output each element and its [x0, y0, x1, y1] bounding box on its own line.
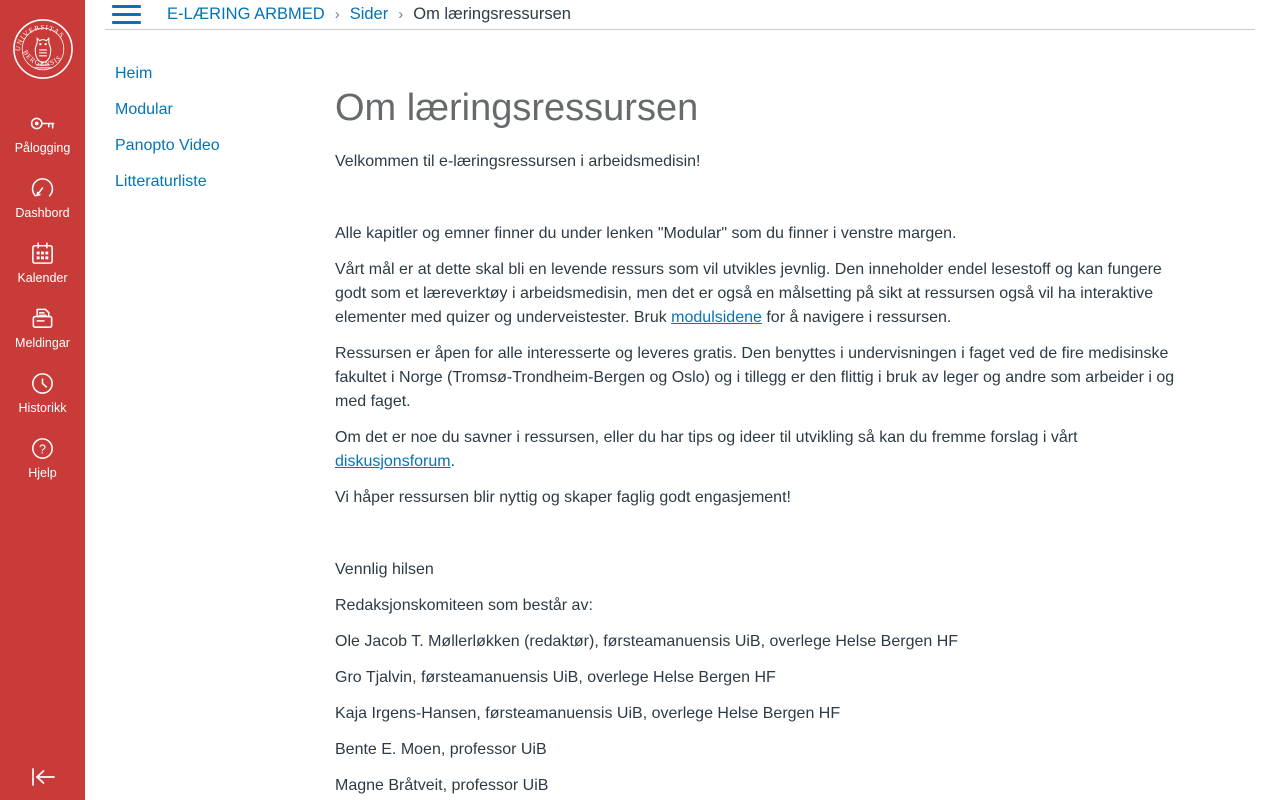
- global-nav-label: Meldingar: [15, 336, 70, 350]
- paragraph-text: Alle kapitler og emner finner du under lenken "Modular" som du finner i venstre margen.: [335, 224, 957, 242]
- paragraph-text: Kaja Irgens-Hansen, førsteamanuensis UiB, overlege Helse Bergen HF: [335, 704, 841, 722]
- dashboard-gauge-icon: [29, 175, 56, 206]
- global-nav-item-meldingar[interactable]: [0, 303, 85, 352]
- course-nav-item-modular[interactable]: Modular: [115, 101, 173, 118]
- body-paragraph: [335, 738, 1175, 762]
- help-icon: [29, 435, 56, 466]
- key-icon: [29, 110, 56, 141]
- body-paragraph: [335, 150, 1175, 174]
- paragraph-text: Ole Jacob T. Møllerløkken (redaktør), førsteamanuensis UiB, overlege Helse Bergen HF: [335, 632, 959, 650]
- body-paragraph: [335, 630, 1175, 654]
- global-nav-item-hjelp[interactable]: [0, 433, 85, 482]
- paragraph-text: .: [450, 452, 456, 470]
- body-paragraph: [335, 258, 1175, 330]
- paragraph-text: Velkommen til e-læringsressursen i arbeidsmedisin!: [335, 152, 701, 170]
- global-nav-items: [0, 108, 85, 498]
- collapse-sidebar-button[interactable]: [0, 760, 85, 794]
- paragraph-text: Vennlig hilsen: [335, 560, 434, 578]
- paragraph-text: Vi håper ressursen blir nyttig og skaper faglig godt engasjement!: [335, 488, 791, 506]
- calendar-icon: [29, 240, 56, 271]
- paragraph-text: Ressursen er åpen for alle interesserte og leveres gratis. Den benyttes i undervisningen i faget ved de fire medisinske fakultet i Norge (Tromsø-Trondheim-Bergen og Oslo) og i tillegg er den flittig i bruk av leger og andre som arbeider i og med faget.: [335, 344, 1175, 410]
- blank-paragraph: [335, 522, 1175, 546]
- clock-icon: [29, 370, 56, 401]
- inbox-icon: [29, 305, 56, 336]
- paragraph-text: Bente E. Moen, professor UiB: [335, 740, 547, 758]
- inline-link-modulsidene[interactable]: modulsidene: [671, 308, 762, 326]
- global-nav-item-palogging[interactable]: [0, 108, 85, 157]
- body-paragraph: [335, 342, 1175, 414]
- seal-top-text: UNIVERSITAS: [13, 23, 66, 52]
- page-title: Om læringsressursen: [335, 87, 699, 129]
- hamburger-menu-icon[interactable]: [112, 0, 141, 29]
- inline-link-diskusjonsforum[interactable]: diskusjonsforum: [335, 452, 451, 470]
- header-bar: [85, 0, 1280, 29]
- paragraph-text: Redaksjonskomiteen som består av:: [335, 596, 593, 614]
- svg-text:UNIVERSITAS: [13, 24, 65, 52]
- breadcrumb-separator: ›: [398, 6, 404, 23]
- breadcrumb-item-e-laering-arbmed[interactable]: E-LÆRING ARBMED: [167, 5, 325, 23]
- collapse-arrow-icon: [29, 766, 57, 788]
- course-nav-item-litteraturliste[interactable]: Litteraturliste: [115, 173, 207, 190]
- body-paragraph: [335, 558, 1175, 582]
- paragraph-text: Vårt mål er at dette skal bli en levende ressurs som vil utvikles jevnlig. Den inneholder endel lesestoff og kan fungere godt som et læreverktøy i arbeidsmedisin, men det er også en målsetting på sikt at ressursen også vil ha interaktive elementer med quizer og underveistester. Bruk: [335, 260, 1162, 326]
- course-nav-item-panopto-video[interactable]: Panopto Video: [115, 137, 220, 154]
- paragraph-text: Gro Tjalvin, førsteamanuensis UiB, overlege Helse Bergen HF: [335, 668, 776, 686]
- breadcrumb-item-sider[interactable]: Sider: [349, 5, 389, 23]
- body-paragraph: [335, 666, 1175, 690]
- page-article: [335, 56, 1215, 800]
- global-nav-label: Historikk: [18, 401, 67, 415]
- breadcrumb-item-om-laeringsressursen: Om læringsressursen: [413, 5, 571, 23]
- main-area: [85, 0, 1280, 800]
- global-nav-item-historikk[interactable]: [0, 368, 85, 417]
- body-paragraph: [335, 222, 1175, 246]
- global-nav-label: Pålogging: [14, 141, 71, 155]
- uib-seal-icon: [12, 18, 74, 80]
- paragraph-text: for å navigere i ressursen.: [761, 308, 952, 326]
- body-paragraph: [335, 774, 1175, 798]
- blank-paragraph: [335, 186, 1175, 210]
- svg-text:?: ?: [39, 442, 46, 457]
- global-nav-item-kalender[interactable]: [0, 238, 85, 287]
- body-paragraph: [335, 702, 1175, 726]
- course-nav-item-heim[interactable]: Heim: [115, 65, 153, 82]
- seal-bottom-text: BERGENSIS: [20, 48, 63, 69]
- global-nav-label: Kalender: [17, 271, 68, 285]
- global-nav-label: Hjelp: [28, 466, 57, 480]
- paragraph-text: Om det er noe du savner i ressursen, eller du har tips og ideer til utvikling så kan du fremme forslag i vårt: [335, 428, 1078, 446]
- content-row: [85, 30, 1280, 800]
- breadcrumb-separator: ›: [334, 6, 340, 23]
- global-nav-item-dashbord[interactable]: [0, 173, 85, 222]
- body-paragraph: [335, 426, 1175, 474]
- page-body: [335, 150, 1175, 798]
- paragraph-text: Magne Bråtveit, professor UiB: [335, 776, 549, 794]
- uib-logo[interactable]: [12, 18, 74, 80]
- body-paragraph: [335, 594, 1175, 618]
- global-nav-sidebar: [0, 0, 85, 800]
- body-paragraph: [335, 486, 1175, 510]
- breadcrumb: [167, 5, 571, 24]
- global-nav-label: Dashbord: [15, 206, 70, 220]
- course-nav: [85, 56, 335, 200]
